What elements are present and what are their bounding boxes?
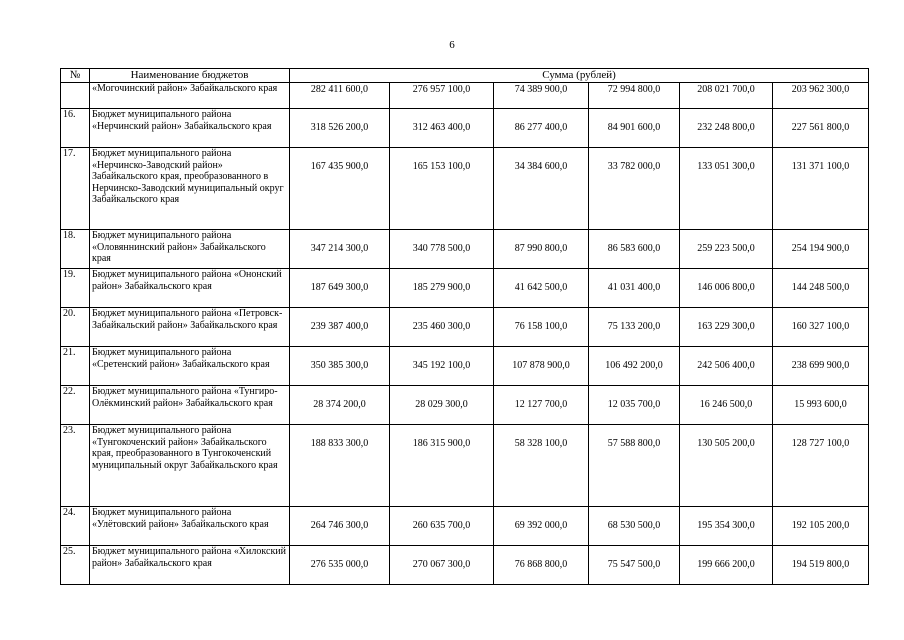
amount-cell: 84 901 600,0	[589, 109, 680, 148]
row-number: 25.	[61, 546, 90, 585]
table-row	[61, 148, 869, 230]
budget-name: «Могочинский район» Забайкальского края	[90, 83, 290, 109]
amount-cell: 186 315 900,0	[390, 425, 494, 507]
table-row	[61, 269, 869, 308]
header-number: №	[61, 69, 90, 83]
amount-cell: 235 460 300,0	[390, 308, 494, 347]
table-header-row	[61, 69, 869, 83]
amount-cell: 160 327 100,0	[773, 308, 869, 347]
amount-cell: 345 192 100,0	[390, 347, 494, 386]
budget-name: Бюджет муниципального района «Петровск-Забайкальский район» Забайкальского края	[90, 308, 290, 347]
amount-cell: 276 957 100,0	[390, 83, 494, 109]
table-row	[61, 83, 869, 109]
table-row	[61, 507, 869, 546]
header-name: Наименование бюджетов	[90, 69, 290, 83]
amount-cell: 203 962 300,0	[773, 83, 869, 109]
amount-cell: 167 435 900,0	[290, 148, 390, 230]
amount-cell: 57 588 800,0	[589, 425, 680, 507]
budget-name: Бюджет муниципального района «Нерчинский район» Забайкальского края	[90, 109, 290, 148]
budget-name: Бюджет муниципального района «Тунгокоченский район» Забайкальского края, преобразованного в Тунгокоченский муниципальный округ Забайкальского края	[90, 425, 290, 507]
amount-cell: 58 328 100,0	[494, 425, 589, 507]
amount-cell: 86 583 600,0	[589, 230, 680, 269]
amount-cell: 86 277 400,0	[494, 109, 589, 148]
row-number: 17.	[61, 148, 90, 230]
amount-cell: 270 067 300,0	[390, 546, 494, 585]
amount-cell: 106 492 200,0	[589, 347, 680, 386]
row-number: 20.	[61, 308, 90, 347]
amount-cell: 165 153 100,0	[390, 148, 494, 230]
table-row	[61, 425, 869, 507]
table-row	[61, 308, 869, 347]
amount-cell: 76 158 100,0	[494, 308, 589, 347]
amount-cell: 208 021 700,0	[680, 83, 773, 109]
amount-cell: 41 642 500,0	[494, 269, 589, 308]
budget-name: Бюджет муниципального района «Сретенский район» Забайкальского края	[90, 347, 290, 386]
amount-cell: 146 006 800,0	[680, 269, 773, 308]
amount-cell: 28 029 300,0	[390, 386, 494, 425]
amount-cell: 242 506 400,0	[680, 347, 773, 386]
amount-cell: 188 833 300,0	[290, 425, 390, 507]
amount-cell: 28 374 200,0	[290, 386, 390, 425]
amount-cell: 144 248 500,0	[773, 269, 869, 308]
amount-cell: 16 246 500,0	[680, 386, 773, 425]
amount-cell: 68 530 500,0	[589, 507, 680, 546]
amount-cell: 72 994 800,0	[589, 83, 680, 109]
table-body	[61, 83, 869, 585]
amount-cell: 76 868 800,0	[494, 546, 589, 585]
amount-cell: 350 385 300,0	[290, 347, 390, 386]
row-number: 18.	[61, 230, 90, 269]
amount-cell: 276 535 000,0	[290, 546, 390, 585]
budget-table	[60, 68, 869, 585]
budget-name: Бюджет муниципального района «Оловяннинский район» Забайкальского края	[90, 230, 290, 269]
amount-cell: 128 727 100,0	[773, 425, 869, 507]
row-number: 24.	[61, 507, 90, 546]
budget-name: Бюджет муниципального района «Нерчинско-Заводский район» Забайкальского края, преобразованного в Нерчинско-Заводский муниципальный округ Забайкальского края	[90, 148, 290, 230]
budget-name: Бюджет муниципального района «Тунгиро-Олёкминский район» Забайкальского края	[90, 386, 290, 425]
amount-cell: 75 133 200,0	[589, 308, 680, 347]
amount-cell: 282 411 600,0	[290, 83, 390, 109]
amount-cell: 87 990 800,0	[494, 230, 589, 269]
table-row	[61, 109, 869, 148]
amount-cell: 187 649 300,0	[290, 269, 390, 308]
amount-cell: 34 384 600,0	[494, 148, 589, 230]
table-row	[61, 546, 869, 585]
amount-cell: 15 993 600,0	[773, 386, 869, 425]
row-number: 23.	[61, 425, 90, 507]
amount-cell: 238 699 900,0	[773, 347, 869, 386]
amount-cell: 254 194 900,0	[773, 230, 869, 269]
amount-cell: 163 229 300,0	[680, 308, 773, 347]
amount-cell: 239 387 400,0	[290, 308, 390, 347]
amount-cell: 41 031 400,0	[589, 269, 680, 308]
amount-cell: 130 505 200,0	[680, 425, 773, 507]
budget-name: Бюджет муниципального района «Хилокский район» Забайкальского края	[90, 546, 290, 585]
row-number	[61, 83, 90, 109]
amount-cell: 347 214 300,0	[290, 230, 390, 269]
amount-cell: 227 561 800,0	[773, 109, 869, 148]
row-number: 16.	[61, 109, 90, 148]
amount-cell: 195 354 300,0	[680, 507, 773, 546]
amount-cell: 33 782 000,0	[589, 148, 680, 230]
amount-cell: 264 746 300,0	[290, 507, 390, 546]
budget-name: Бюджет муниципального района «Улётовский район» Забайкальского края	[90, 507, 290, 546]
amount-cell: 107 878 900,0	[494, 347, 589, 386]
amount-cell: 259 223 500,0	[680, 230, 773, 269]
row-number: 19.	[61, 269, 90, 308]
amount-cell: 340 778 500,0	[390, 230, 494, 269]
amount-cell: 232 248 800,0	[680, 109, 773, 148]
table-row	[61, 386, 869, 425]
page-number: 6	[449, 39, 455, 51]
amount-cell: 260 635 700,0	[390, 507, 494, 546]
table-row	[61, 230, 869, 269]
amount-cell: 185 279 900,0	[390, 269, 494, 308]
amount-cell: 192 105 200,0	[773, 507, 869, 546]
amount-cell: 69 392 000,0	[494, 507, 589, 546]
row-number: 22.	[61, 386, 90, 425]
amount-cell: 312 463 400,0	[390, 109, 494, 148]
budget-name: Бюджет муниципального района «Ононский район» Забайкальского края	[90, 269, 290, 308]
amount-cell: 199 666 200,0	[680, 546, 773, 585]
table-row	[61, 347, 869, 386]
amount-cell: 318 526 200,0	[290, 109, 390, 148]
amount-cell: 194 519 800,0	[773, 546, 869, 585]
amount-cell: 12 035 700,0	[589, 386, 680, 425]
header-sum: Сумма (рублей)	[290, 69, 869, 83]
amount-cell: 133 051 300,0	[680, 148, 773, 230]
row-number: 21.	[61, 347, 90, 386]
amount-cell: 131 371 100,0	[773, 148, 869, 230]
amount-cell: 74 389 900,0	[494, 83, 589, 109]
amount-cell: 75 547 500,0	[589, 546, 680, 585]
amount-cell: 12 127 700,0	[494, 386, 589, 425]
